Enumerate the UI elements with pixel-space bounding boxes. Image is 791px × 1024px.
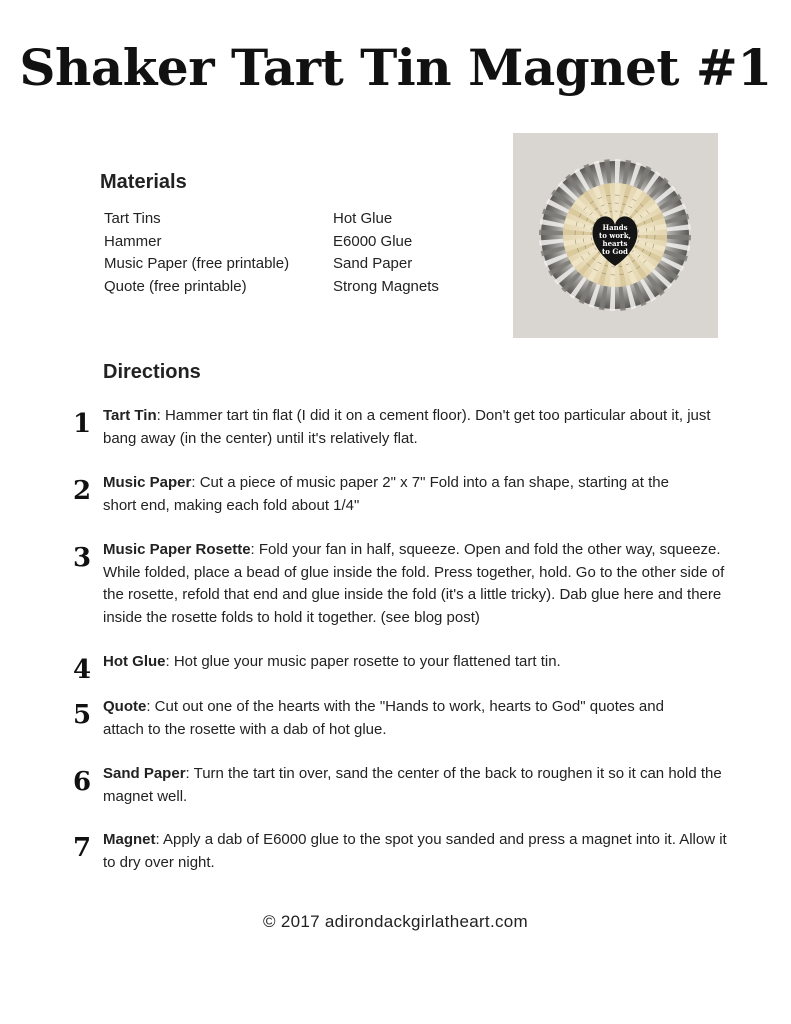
step-number: 6 (72, 767, 92, 797)
step-label: Music Paper (103, 474, 192, 491)
step-description: : Cut out one of the hearts with the "Hands to work, hearts to God" quotes and attach to the rosette with a dab of hot glue. (103, 698, 664, 738)
material-item: Tart Tins (104, 210, 161, 227)
heart-quote-line: Hands (602, 223, 628, 232)
material-item: Hot Glue (333, 210, 393, 227)
material-item: Strong Magnets (333, 277, 439, 295)
tart-tin-rosette-image (513, 133, 718, 338)
step-number: 2 (72, 476, 92, 506)
step-label: Hot Glue (103, 653, 166, 670)
step-text (103, 405, 733, 450)
material-item: Hammer (104, 232, 162, 250)
step-number: 7 (72, 833, 92, 863)
step-label: Tart Tin (103, 407, 157, 424)
material-item: Music Paper (free printable) (104, 255, 290, 272)
heart-quote-line: to God (602, 247, 628, 256)
materials-list-left (104, 208, 289, 298)
material-item: Quote (free printable) (104, 277, 247, 295)
materials-heading: Materials (100, 171, 187, 193)
directions-heading: Directions (103, 361, 201, 383)
heart-quote-line: to work, (598, 231, 632, 240)
materials-list-right (333, 208, 439, 298)
step-description: : Apply a dab of E6000 glue to the spot you sanded and press a magnet into it. Allow it to dry over night. (103, 831, 727, 871)
step-text (103, 696, 688, 741)
page-title: Shaker Tart Tin Magnet #1 (19, 38, 772, 97)
material-item: E6000 Glue (333, 232, 413, 250)
step-text (103, 651, 733, 674)
step-label: Sand Paper (103, 765, 186, 782)
step-number: 4 (72, 655, 92, 685)
step-text (103, 829, 733, 874)
step-number: 1 (72, 409, 92, 439)
step-number: 5 (72, 700, 92, 730)
step-text (103, 472, 703, 517)
step-label: Quote (103, 698, 147, 715)
step-description: : Cut a piece of music paper 2" x 7" Fold into a fan shape, starting at the short end, making each fold about 1/4" (103, 474, 669, 514)
step-description: : Turn the tart tin over, sand the center of the back to roughen it so it can hold the magnet well. (103, 765, 722, 805)
step-label: Magnet (103, 831, 156, 848)
step-description: : Hammer tart tin flat (I did it on a cement floor). Don't get too particular about it, just bang away (in the center) until it's relatively flat. (103, 407, 711, 447)
heart-quote-line: hearts (602, 239, 628, 248)
step-number: 3 (72, 543, 92, 573)
material-item: Sand Paper (333, 255, 413, 272)
step-text (103, 763, 733, 808)
step-description: : Hot glue your music paper rosette to your flattened tart tin. (165, 653, 561, 670)
copyright-footer: © 2017 adirondackgirlatheart.com (263, 912, 528, 931)
step-label: Music Paper Rosette (103, 541, 251, 558)
step-description: : Fold your fan in half, squeeze. Open and fold the other way, squeeze. While folded, place a bead of glue inside the fold. Press together, hold. Go to the other side of the rosette, refold that end and glue inside the fold (it's a little tricky). Dab glue here and there inside the rosette folds to hold it together. (see blog post) (103, 541, 725, 626)
step-text (103, 539, 733, 629)
tart-tin-magnet-photo (513, 133, 718, 338)
